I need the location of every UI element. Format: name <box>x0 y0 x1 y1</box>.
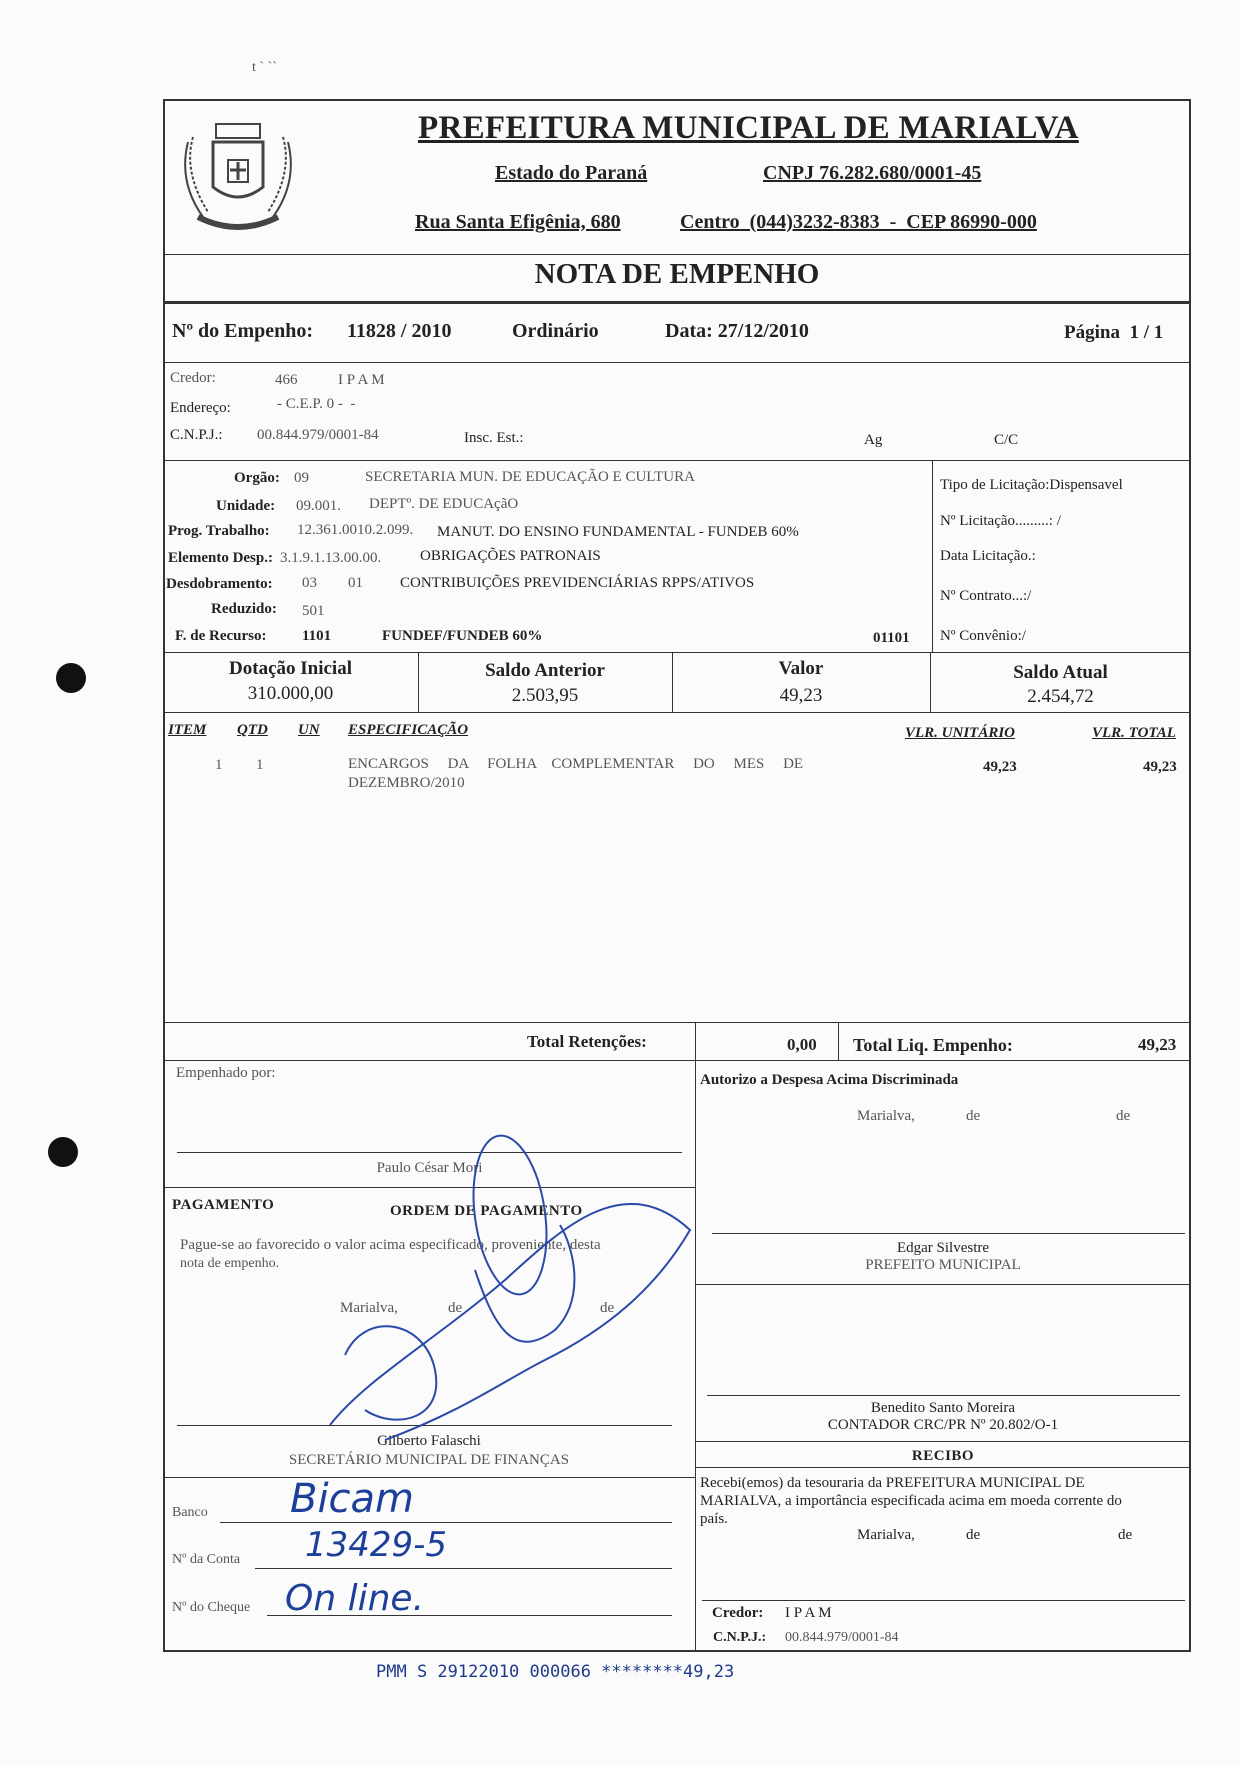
recibo-text3: país. <box>700 1511 728 1527</box>
recibo-de1: de <box>966 1527 981 1543</box>
orgao-code: 09 <box>294 470 309 486</box>
credor-name: I P A M <box>338 372 385 388</box>
header-district-phone: Centro (044)3232-8383 - CEP 86990-000 <box>680 211 1037 233</box>
fonte-name: FUNDEF/FUNDEB 60% <box>382 628 543 644</box>
total-liq-label: Total Liq. Empenho: <box>853 1035 1013 1055</box>
ordem-pagamento-label: ORDEM DE PAGAMENTO <box>390 1203 583 1219</box>
row-unit: 49,23 <box>983 759 1017 775</box>
signature-scribble <box>325 1130 705 1460</box>
punch-hole-top <box>56 663 86 693</box>
pagamento-signer: Gilberto Falaschi <box>377 1433 481 1449</box>
row-spec-line1: ENCARGOS DA FOLHA COMPLEMENTAR DO MES DE <box>348 756 804 772</box>
desdobramento-name: CONTRIBUIÇÕES PREVIDENCIÁRIAS RPPS/ATIVOS <box>400 575 755 591</box>
empenho-number: 11828 / 2010 <box>347 320 452 342</box>
col-qtd: QTD <box>237 722 268 738</box>
reduzido-value: 501 <box>302 603 325 619</box>
unidade-label: Unidade: <box>216 498 276 514</box>
orgao-name: SECRETARIA MUN. DE EDUCAÇÃO E CULTURA <box>365 469 695 485</box>
autorizo-signer: Edgar Silvestre <box>896 1240 990 1256</box>
licitacao-tipo: Tipo de Licitação:Dispensavel <box>940 477 1123 493</box>
prog-name: MANUT. DO ENSINO FUNDAMENTAL - FUNDEB 60% <box>437 524 799 540</box>
saldo-anterior-value: 2.503,95 <box>511 685 579 706</box>
licitacao-convenio: Nº Convênio:/ <box>940 628 1026 644</box>
pagamento-text1: Pague-se ao favorecido o valor acima especificado, proveniente, desta <box>180 1237 601 1253</box>
pagamento-de1: de <box>448 1300 463 1316</box>
credor-code: 466 <box>275 372 298 388</box>
total-retencoes-value: 0,00 <box>787 1035 817 1054</box>
elemento-name: OBRIGAÇÕES PATRONAIS <box>420 548 601 564</box>
saldo-atual-label: Saldo Atual <box>1013 662 1108 683</box>
recibo-credor: I P A M <box>785 1605 832 1621</box>
pagamento-de2: de <box>600 1300 615 1316</box>
credor-insc-label: Insc. Est.: <box>464 430 524 446</box>
desdobramento-b: 01 <box>348 575 363 591</box>
cheque-label: Nº do Cheque <box>172 1600 251 1615</box>
prog-code: 12.361.0010.2.099. <box>297 522 414 538</box>
reduzido-label: Reduzido: <box>211 601 277 617</box>
dotacao-value: 310.000,00 <box>247 683 334 704</box>
total-liq-value: 49,23 <box>1138 1035 1177 1054</box>
doc-title: NOTA DE EMPENHO <box>534 258 820 290</box>
recibo-label: RECIBO <box>911 1448 975 1464</box>
print-stamp: PMM S 29122010 000066 ********49,23 <box>376 1662 735 1682</box>
pagamento-place: Marialva, <box>340 1300 398 1316</box>
licitacao-data: Data Licitação.: <box>940 548 1036 564</box>
coat-of-arms-emblem <box>168 102 308 237</box>
corner-marks: t ` `` <box>252 60 277 75</box>
col-item: ITEM <box>168 722 207 738</box>
credor-label: Credor: <box>170 370 216 386</box>
orgao-label: Orgão: <box>234 470 280 486</box>
unidade-name: DEPTº. DE EDUCAçãO <box>369 496 519 512</box>
recibo-credor-label: Credor: <box>712 1605 764 1621</box>
pagamento-text2: nota de empenho. <box>180 1256 280 1271</box>
empenho-label: Nº do Empenho: <box>172 320 314 342</box>
recibo-place: Marialva, <box>857 1527 915 1543</box>
contador-name: Benedito Santo Moreira <box>870 1400 1016 1416</box>
autorizo-label: Autorizo a Despesa Acima Discriminada <box>700 1072 959 1088</box>
cheque-handwritten: On line. <box>285 1578 425 1619</box>
credor-cnpj: 00.844.979/0001-84 <box>257 427 379 443</box>
saldo-anterior-label: Saldo Anterior <box>485 660 605 681</box>
contador-role: CONTADOR CRC/PR Nº 20.802/O-1 <box>827 1417 1059 1433</box>
col-vlr-unitario: VLR. UNITÁRIO <box>905 725 1016 741</box>
credor-cnpj-label: C.N.P.J.: <box>170 427 223 443</box>
empenho-type: Ordinário <box>512 320 599 342</box>
punch-hole-bottom <box>48 1137 78 1167</box>
header-street: Rua Santa Efigênia, 680 <box>415 211 621 233</box>
credor-ag-label: Ag <box>864 432 883 448</box>
empenho-date: Data: 27/12/2010 <box>665 320 809 342</box>
banco-handwritten: Bicam <box>290 1476 415 1522</box>
col-un: UN <box>298 722 320 738</box>
recibo-cnpj-label: C.N.P.J.: <box>713 1630 767 1645</box>
licitacao-contrato: Nº Contrato...:/ <box>940 588 1032 604</box>
pagamento-label: PAGAMENTO <box>172 1197 275 1213</box>
pagamento-role: SECRETÁRIO MUNICIPAL DE FINANÇAS <box>288 1452 570 1468</box>
saldo-atual-value: 2.454,72 <box>1027 686 1094 707</box>
licitacao-numero: Nº Licitação.........: / <box>940 513 1061 529</box>
empenhado-name: Paulo César Mori <box>376 1160 483 1176</box>
empenhado-label: Empenhado por: <box>176 1065 276 1081</box>
recibo-text1: Recebi(emos) da tesouraria da PREFEITURA MUNICIPAL DE <box>700 1475 1085 1491</box>
banco-label: Banco <box>172 1505 208 1520</box>
autorizo-role: PREFEITO MUNICIPAL <box>865 1257 1021 1273</box>
autorizo-place: Marialva, <box>857 1108 915 1124</box>
desdobramento-label: Desdobramento: <box>166 576 273 592</box>
header-cnpj: CNPJ 76.282.680/0001-45 <box>763 162 982 184</box>
recibo-text2: MARIALVA, a importância especificada acima em moeda corrente do <box>700 1493 1122 1509</box>
col-vlr-total: VLR. TOTAL <box>1092 725 1176 741</box>
col-especificacao: ESPECIFICAÇÃO <box>348 722 469 738</box>
desdobramento-a: 03 <box>302 575 317 591</box>
recibo-de2: de <box>1118 1527 1133 1543</box>
credor-cc-label: C/C <box>994 432 1019 448</box>
dotacao-label: Dotação Inicial <box>229 658 352 679</box>
elemento-label: Elemento Desp.: <box>168 550 273 566</box>
autorizo-de2: de <box>1116 1108 1131 1124</box>
row-total: 49,23 <box>1143 759 1177 775</box>
header-title: PREFEITURA MUNICIPAL DE MARIALVA <box>418 110 1079 146</box>
conta-handwritten: 13429-5 <box>305 1525 448 1565</box>
autorizo-de1: de <box>966 1108 981 1124</box>
conta-label: Nº da Conta <box>172 1552 241 1567</box>
total-retencoes-label: Total Retenções: <box>527 1032 647 1051</box>
row-qtd: 1 <box>256 757 264 773</box>
fonte-label: F. de Recurso: <box>175 628 267 644</box>
header-state: Estado do Paraná <box>495 162 648 184</box>
unidade-code: 09.001. <box>296 498 341 514</box>
credor-address-label: Endereço: <box>170 400 231 416</box>
empenho-page: Página 1 / 1 <box>1064 322 1164 343</box>
elemento-code: 3.1.9.1.13.00.00. <box>280 550 382 566</box>
valor-value: 49,23 <box>779 685 823 706</box>
credor-address: - C.E.P. 0 - - <box>277 396 356 412</box>
prog-label: Prog. Trabalho: <box>168 523 270 539</box>
fonte-code: 1101 <box>302 628 332 644</box>
row-spec-line2: DEZEMBRO/2010 <box>348 775 465 791</box>
fonte-extra: 01101 <box>873 630 910 646</box>
recibo-cnpj: 00.844.979/0001-84 <box>785 1630 899 1645</box>
row-item: 1 <box>215 757 223 773</box>
valor-label: Valor <box>778 658 824 679</box>
